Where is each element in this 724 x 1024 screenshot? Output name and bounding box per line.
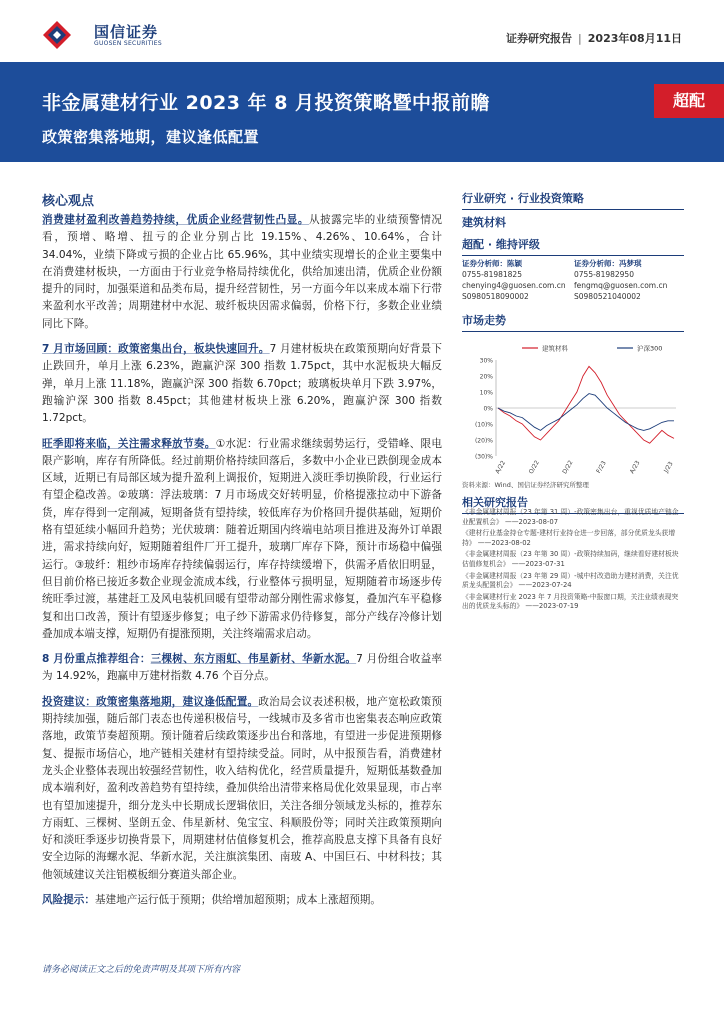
y-tick-label: 20% — [479, 373, 493, 381]
y-tick-label: (30)% — [474, 453, 493, 461]
paragraph-portfolio: 8 月份重点推荐组合：三棵树、东方雨虹、伟星新材、华新水泥。7 月份组合收益率为 14.92%，跑赢申万建材指数 4.76 个百分点。 — [42, 653, 443, 683]
related-report[interactable]: 《建材行业基金持仓专题-建材行业持仓进一步回落，部分优质龙头获增持》 ——2023-08-02 — [462, 529, 676, 547]
core-content — [42, 212, 442, 917]
related-report[interactable]: 《非金属建材周报（23 年第 29 周）-城中村改造助力建材消费，关注优质龙头配置机会》 ——2023-07-24 — [462, 571, 679, 590]
legend-label: 建筑材料 — [542, 344, 568, 353]
x-tick-label: D/22 — [561, 459, 575, 476]
x-tick-label: A/23 — [628, 459, 642, 475]
brand-logo — [42, 18, 192, 54]
header-meta: 证券研究报告 | 2023年08月11日 — [506, 32, 682, 45]
y-tick-label: 10% — [479, 389, 493, 397]
related-report[interactable]: 《非金属建材行业 2023 年 7 月投资策略-中报窗口期，关注业绩表现突出的优质龙头标的》 ——2023-07-19 — [462, 592, 679, 611]
paragraph-market-review: 7 月市场回顾：政策密集出台，板块快速回升。7 月建材板块在政策预期向好背景下止跌回升，单月上涨 6.23%，跑赢沪深 300 指数 1.75pct，其中水泥板块大幅反弹，单月上涨 11.18%，跑赢沪深 300 指数 6.70pct；玻璃板块单月下跌 3.97%，跑输沪深 300 指数 8.45pct；其他建材板块上涨 6.20%，跑赢沪深 300 指数 1.72pct。 — [42, 343, 443, 425]
y-tick-label: 0% — [483, 405, 493, 413]
report-type: 证券研究报告 — [506, 32, 573, 45]
footer-disclaimer: 请务必阅读正文之后的免责声明及其项下所有内容 — [42, 965, 241, 975]
brand-name-cn: 国信证券 — [94, 23, 159, 41]
rating-line: 超配 · 维持评级 — [462, 236, 684, 256]
market-trend-chart — [462, 340, 684, 480]
report-subtitle: 政策密集落地期，建议逢低配置 — [42, 128, 260, 146]
report-date: 2023年08月11日 — [587, 32, 682, 45]
related-heading: 相关研究报告 — [462, 494, 684, 514]
x-tick-label: A/22 — [494, 459, 508, 475]
series-line-0 — [498, 366, 674, 443]
y-tick-label: (10)% — [474, 421, 493, 429]
legend-label: 沪深300 — [637, 344, 663, 353]
related-report[interactable]: 《非金属建材周报（23 年第 30 周）-政策持续加码，继续看好建材板块估值修复机会》 ——2023-07-31 — [462, 550, 679, 568]
related-reports — [462, 508, 684, 614]
paragraph-earnings: 消费建材盈利改善趋势持续，优质企业经营韧性凸显。从披露完毕的业绩预警情况看，预增、略增、扭亏的企业分别占比 19.15%、4.26%、10.64%，合计 34.04%，业绩下降或亏损的企业占比 65.96%，其中业绩实现增长的企业主要集中在消费建材板块，一方面由于行业竞争格局持续优化，供给加速出清，优质企业份额提升的同时，加强渠道和品类布局，提升经营韧性，另一方面今年以来成本端下行带来盈利水平改善；周期建材中水泥、玻纤板块因需求偏弱，价格下行，多数企业业绩同比下降。 — [42, 214, 443, 330]
paragraph-season: 旺季即将来临，关注需求释放节奏。①水泥：行业需求继续弱势运行，受错峰、限电限产影响，库存有所降低。经过前期价格持续回落后，多数中小企业已跌倒现金成本区域，近期已有局部区域为提升盈利上调报价，短期进入淡旺季切换阶段，行业运行有望企稳改善。②玻璃：浮法玻璃：7 月市场成交好转明显，价格提涨拉动中下游备货，库存得到一定削减，短期备货有望持续，较低库存为价格回升提供基础，短期价格有望延续小幅回升趋势；光伏玻璃：随着近期国内终端电站项目推进及海外订单跟进，需求持续向好，短期随着组件厂开工提升，玻璃厂库存下降，预计市场稳中偏强运行。③玻纤：粗纱市场库存持续偏弱运行，库存持续缓增下，供需矛盾依旧明显，但目前价格已接近多数企业现金流成本线，行业整体亏损明显，短期随着市场逐步传统旺季过渡，基建赶工及风电装机回暖有望带动部分刚性需求修复，叠加汽车平稳修复和出口改善，预计有望逐步修复；电子纱下游需求仍待修复，部分产线存冷修计划叠加成本端支撑，短期仍有提涨预期，关注终端需求启动。 — [42, 437, 443, 640]
guosen-logo-icon — [42, 20, 72, 50]
y-tick-label: (20)% — [474, 437, 493, 445]
x-tick-label: O/22 — [527, 459, 541, 476]
chart-source: 资料来源：Wind、国信证券经济研究所整理 — [462, 481, 589, 489]
report-title: 非金属建材行业 2023 年 8 月投资策略暨中报前瞻 — [42, 92, 491, 114]
analyst-card-2: 证券分析师：冯梦琪 0755-81982950 fengmq@guosen.com.cn S0980521040002 — [574, 259, 668, 301]
y-tick-label: 30% — [479, 357, 493, 365]
chart-heading: 市场走势 — [462, 312, 684, 332]
sector-name: 建筑材料 — [462, 216, 506, 229]
analyst-card-1: 证券分析师：陈颖 0755-81981825 chenying4@guosen.com.cn S0980518090002 — [462, 259, 566, 301]
core-heading: 核心观点 — [42, 194, 95, 209]
paragraph-risk: 风险提示：基建地产运行低于预期；供给增加超预期；成本上涨超预期。 — [42, 893, 381, 906]
series-line-1 — [498, 394, 674, 431]
paragraph-investment-advice: 投资建议：政策密集落地期，建议逢低配置。政治局会议表述积极，地产宽松政策预期持续加强，随后部门表态也传递积极信号，一线城市及多省市也密集表态响应政策落地，政策节奏超预期。预计随着后续政策逐步出台和落地，有望进一步促进预期修复、提振市场信心，地产链相关建材有望持续受益。同时，从中报预告看，消费建材龙头企业整体表现出较强经营韧性，收入结构优化，经营质量提升，短期低基数叠加成本端利好，盈利改善趋势有望持续，叠加供给出清带来格局优化效果显现，市占率也有望加速提升，细分龙头中长期成长逻辑依旧，关注各细分领域龙头标的，推荐东方雨虹、三棵树、坚朗五金、伟星新材、兔宝宝、科顺股份等；同时关注政策预期向好和淡旺季逐步切换背景下，周期建材估值修复机会，推荐高股息支撑下具备有良好安全边际的海螺水泥、华新水泥，关注旗滨集团、南玻 A、中国巨石、中材科技；其他领域建议关注铝模板细分赛道头部企业。 — [42, 695, 443, 881]
x-tick-label: J/23 — [662, 460, 675, 474]
x-tick-label: F/23 — [595, 459, 608, 475]
brand-name-en: GUOSEN SECURITIES — [94, 40, 163, 47]
related-report[interactable]: 《非金属建材周报（23 年第 31 周）-政策密集出台，重视优质地产链企业配置机会》 ——2023-08-07 — [462, 508, 679, 526]
rating-badge: 超配 — [654, 84, 724, 118]
report-category: 行业研究 · 行业投资策略 — [462, 190, 684, 210]
